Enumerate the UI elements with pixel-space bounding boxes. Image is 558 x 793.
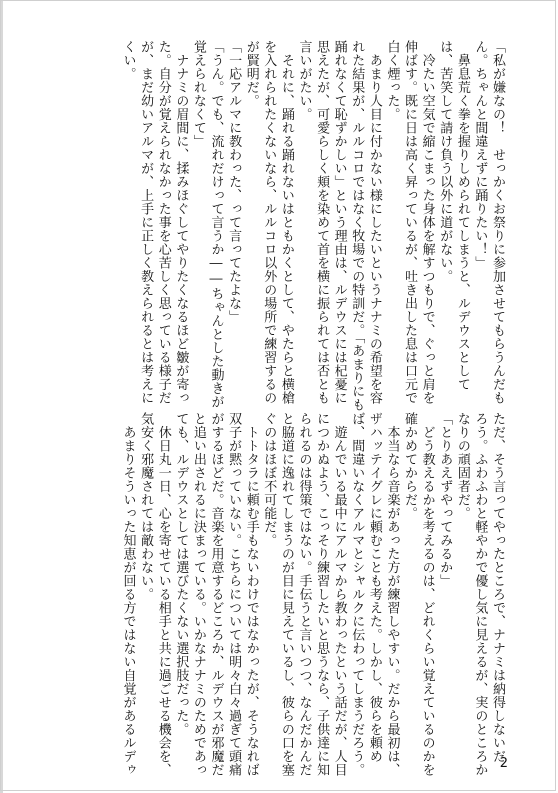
text-line: 鼻息荒く拳を握りしめられてしまうと、ルデウスとして xyxy=(454,40,470,391)
text-line: ぐのはほぼ不可能だ。 xyxy=(261,412,277,547)
text-line: が、まだ幼いアルマが、上手に正しく教えられるとは考えに xyxy=(138,40,154,405)
lower-text-block xyxy=(119,412,506,777)
text-line: あまり人目に付かない様にしたいというナナミの希望を容 xyxy=(366,40,382,405)
text-line: は、苦笑して請け負う以外に道がない。 xyxy=(437,40,453,283)
text-line: 「うん。でも、流れだけって言うか――ちゃんとした動きが xyxy=(208,40,224,409)
text-line: 確かめてからだ。 xyxy=(402,412,418,520)
page-number: 2 xyxy=(499,756,508,771)
text-line: ん。ちゃんと間違えずに踊りたい！」 xyxy=(472,40,488,270)
text-line: どう教えるかを考えるのは、どれくらい覚えているのかを xyxy=(419,412,435,777)
text-line: 白く煙った。 xyxy=(384,40,400,121)
text-line: と脇道に逸れてしまうのが目に見えているし、彼らの口を塞 xyxy=(278,412,294,777)
text-line: 気安く邪魔されては敵わない。 xyxy=(138,412,154,601)
text-line: 覚えられなくて」 xyxy=(190,40,206,148)
text-line: 「一応アルマに教わった、って言ってたよな」 xyxy=(226,40,242,324)
text-line: 双子が黙っていない。こちらについては明々白々過ぎて頭痛 xyxy=(226,412,242,777)
text-line: れた結果が、ルルコロではなく牧場での特訓だ。「あまりにも xyxy=(349,40,365,412)
text-line: なりの頑固者だ。 xyxy=(454,412,470,520)
text-line: られるのは得策ではない。手伝うと言いつつ、なんだかんだ xyxy=(296,412,312,777)
text-line: 休日丸一日、心を寄せている相手と共に過ごせる機会を、 xyxy=(155,412,171,777)
text-line: た。自分が覚えられなかった事を心苦しく思っている様子だ xyxy=(155,40,171,405)
text-line: トトタラに頼む手もないわけではなかったが、そうなれば xyxy=(243,412,259,777)
text-line: を入れられたくないなら、ルルコロ以外の場所で練習するの xyxy=(261,40,277,405)
text-line: 言いがたい。 xyxy=(296,40,312,121)
text-line: くい。 xyxy=(120,40,136,81)
text-line: ても、ルデウスとしては選びたくない選択肢だった。 xyxy=(173,412,189,736)
text-line: 本当なら音楽があった方が練習しやすい。だから最初は、 xyxy=(384,412,400,777)
text-line: ザハッテイグレに頼むことも考えた。しかし、彼らを頼め xyxy=(366,412,382,763)
text-line: 伸ばす。既に日は高く昇っているが、吐き出した息は口元で xyxy=(402,40,418,405)
text-line: ただ、そう言ってやったところで、ナナミは納得しないだ xyxy=(490,412,505,763)
text-line: ろう。ふわふわと軽やかで優し気に見えるが、実のところか xyxy=(472,412,488,777)
text-line: 思えたが、可愛らしく頬を染めて首を横に振られては否とも xyxy=(314,40,330,405)
text-line: あまりそういった知恵が回る方ではない自覚があるルデゥ xyxy=(120,412,136,777)
text-line: 「私が嫌なの！ せっかくお祭りに参加させてもらうんだも xyxy=(490,40,505,405)
text-line: につかぬよう、こっそり練習したいと思うなら、子供達に知 xyxy=(314,412,330,777)
text-line: が賢明だ。 xyxy=(243,40,259,108)
text-line: それに、踊れる踊れないはともかくとして、やたらと横槍 xyxy=(278,40,294,405)
text-line: 「とりあえずやってみるか」 xyxy=(437,412,453,588)
text-line: 冷たい空気で縮こまった身体を解すつもりで、ぐっと肩を xyxy=(419,40,435,405)
text-line: と追い出されるに決まっている。いかなナナミのためであっ xyxy=(190,412,206,777)
text-line: ば、間違いなくアルマとシャルクに伝わってしまうだろう。 xyxy=(349,412,365,777)
text-line: がするほどだ。音楽を用意するどころか、ルデウスが邪魔だ xyxy=(208,412,224,777)
upper-text-block xyxy=(119,40,506,412)
text-line: 遊んでいる最中にアルマから教わったという話だが、人目 xyxy=(331,412,347,777)
text-line: 踊れなくて恥ずかしい」という理由は、ルデウスには杞憂に xyxy=(331,40,347,405)
text-line: ナナミの眉間に、揉みほぐしてやりたくなるほど皺が寄っ xyxy=(173,40,189,405)
